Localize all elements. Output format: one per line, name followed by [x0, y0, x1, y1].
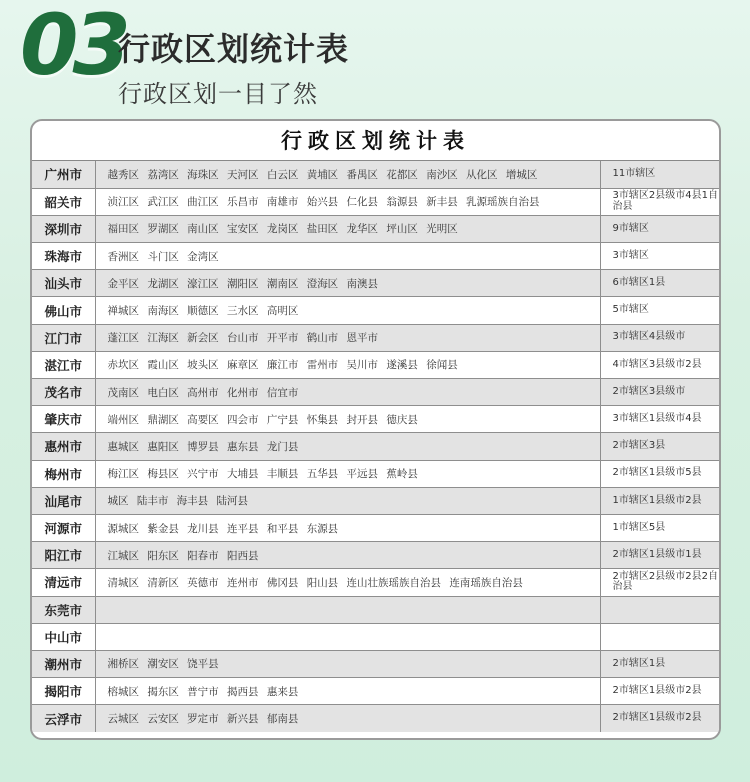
districts-cell: 福田区 罗湖区 南山区 宝安区 龙岗区 盐田区 龙华区 坪山区 光明区: [95, 215, 600, 242]
city-cell: 汕尾市: [32, 487, 95, 514]
section-number: 03: [20, 0, 125, 94]
districts-cell: 蓬江区 江海区 新会区 台山市 开平市 鹤山市 恩平市: [95, 324, 600, 351]
city-cell: 佛山市: [32, 297, 95, 324]
city-cell: 清远市: [32, 569, 95, 596]
table-row: [32, 678, 719, 705]
city-cell: 惠州市: [32, 433, 95, 460]
table-row: [32, 623, 719, 650]
summary-cell: 3市辖区2县级市4县1自治县: [600, 188, 719, 215]
districts-cell: 禅城区 南海区 顺德区 三水区 高明区: [95, 297, 600, 324]
table-row: [32, 650, 719, 677]
city-cell: 深圳市: [32, 215, 95, 242]
summary-cell: 2市辖区2县级市2县2自治县: [600, 569, 719, 596]
districts-cell: [95, 596, 600, 623]
summary-cell: 2市辖区3县级市: [600, 379, 719, 406]
districts-cell: 茂南区 电白区 高州市 化州市 信宜市: [95, 379, 600, 406]
city-cell: 广州市: [32, 161, 95, 188]
table-row: [32, 188, 719, 215]
city-cell: 汕头市: [32, 270, 95, 297]
summary-cell: [600, 596, 719, 623]
city-cell: 湛江市: [32, 351, 95, 378]
city-cell: 江门市: [32, 324, 95, 351]
districts-cell: 赤坎区 霞山区 坡头区 麻章区 廉江市 雷州市 吴川市 遂溪县 徐闻县: [95, 351, 600, 378]
summary-cell: 1市辖区5县: [600, 514, 719, 541]
table-row: [32, 705, 719, 732]
city-cell: 韶关市: [32, 188, 95, 215]
districts-cell: 端州区 鼎湖区 高要区 四会市 广宁县 怀集县 封开县 德庆县: [95, 406, 600, 433]
districts-cell: [95, 623, 600, 650]
section-title: 行政区划统计表: [118, 30, 350, 68]
table-row: [32, 215, 719, 242]
summary-cell: 1市辖区1县级市2县: [600, 487, 719, 514]
table-row: [32, 406, 719, 433]
summary-cell: 2市辖区1县级市2县: [600, 678, 719, 705]
page-header: [0, 0, 750, 118]
city-cell: 东莞市: [32, 596, 95, 623]
table-row: [32, 379, 719, 406]
city-cell: 云浮市: [32, 705, 95, 732]
summary-cell: 5市辖区: [600, 297, 719, 324]
summary-cell: 2市辖区1县级市1县: [600, 542, 719, 569]
districts-cell: 城区 陆丰市 海丰县 陆河县: [95, 487, 600, 514]
table-row: [32, 487, 719, 514]
summary-cell: 2市辖区1县: [600, 650, 719, 677]
districts-cell: 清城区 清新区 英德市 连州市 佛冈县 阳山县 连山壮族瑶族自治县 连南瑶族自治县: [95, 569, 600, 596]
districts-cell: 梅江区 梅县区 兴宁市 大埔县 丰顺县 五华县 平远县 蕉岭县: [95, 460, 600, 487]
districts-cell: 越秀区 荔湾区 海珠区 天河区 白云区 黄埔区 番禺区 花都区 南沙区 从化区 增城区: [95, 161, 600, 188]
summary-cell: 9市辖区: [600, 215, 719, 242]
districts-cell: 榕城区 揭东区 普宁市 揭西县 惠来县: [95, 678, 600, 705]
division-table: [32, 161, 719, 732]
city-cell: 河源市: [32, 514, 95, 541]
summary-cell: [600, 623, 719, 650]
districts-cell: 香洲区 斗门区 金湾区: [95, 243, 600, 270]
city-cell: 潮州市: [32, 650, 95, 677]
table-row: [32, 433, 719, 460]
table-title: 行政区划统计表: [32, 121, 719, 161]
districts-cell: 浈江区 武江区 曲江区 乐昌市 南雄市 始兴县 仁化县 翁源县 新丰县 乳源瑶族自治县: [95, 188, 600, 215]
city-cell: 梅州市: [32, 460, 95, 487]
city-cell: 茂名市: [32, 379, 95, 406]
districts-cell: 湘桥区 潮安区 饶平县: [95, 650, 600, 677]
statistics-table-card: [30, 119, 721, 740]
table-row: [32, 514, 719, 541]
summary-cell: 3市辖区4县级市: [600, 324, 719, 351]
table-row: [32, 270, 719, 297]
table-row: [32, 297, 719, 324]
districts-cell: 金平区 龙湖区 濠江区 潮阳区 潮南区 澄海区 南澳县: [95, 270, 600, 297]
city-cell: 阳江市: [32, 542, 95, 569]
summary-cell: 2市辖区1县级市5县: [600, 460, 719, 487]
table-row: [32, 460, 719, 487]
table-row: [32, 161, 719, 188]
summary-cell: 2市辖区3县: [600, 433, 719, 460]
summary-cell: 4市辖区3县级市2县: [600, 351, 719, 378]
summary-cell: 3市辖区: [600, 243, 719, 270]
summary-cell: 3市辖区1县级市4县: [600, 406, 719, 433]
table-row: [32, 351, 719, 378]
districts-cell: 云城区 云安区 罗定市 新兴县 郁南县: [95, 705, 600, 732]
summary-cell: 2市辖区1县级市2县: [600, 705, 719, 732]
summary-cell: 11市辖区: [600, 161, 719, 188]
city-cell: 揭阳市: [32, 678, 95, 705]
table-row: [32, 569, 719, 596]
table-row: [32, 542, 719, 569]
table-row: [32, 324, 719, 351]
table-row: [32, 243, 719, 270]
districts-cell: 江城区 阳东区 阳春市 阳西县: [95, 542, 600, 569]
city-cell: 中山市: [32, 623, 95, 650]
city-cell: 珠海市: [32, 243, 95, 270]
table-row: [32, 596, 719, 623]
districts-cell: 源城区 紫金县 龙川县 连平县 和平县 东源县: [95, 514, 600, 541]
section-subtitle: 行政区划一目了然: [118, 80, 318, 108]
city-cell: 肇庆市: [32, 406, 95, 433]
districts-cell: 惠城区 惠阳区 博罗县 惠东县 龙门县: [95, 433, 600, 460]
summary-cell: 6市辖区1县: [600, 270, 719, 297]
